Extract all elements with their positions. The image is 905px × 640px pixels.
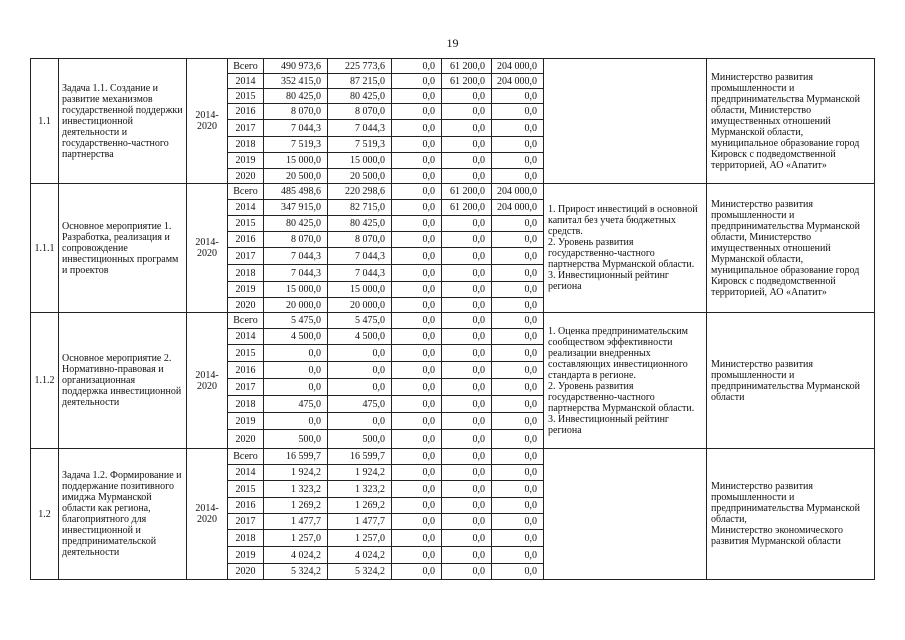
- amount-cell: 0,0: [264, 413, 328, 430]
- year-cell: Всего: [228, 184, 264, 200]
- amount-cell: 7 044,3: [264, 248, 328, 265]
- amount-cell: 0,0: [392, 379, 442, 396]
- amount-cell: 0,0: [492, 248, 544, 265]
- amount-cell: 0,0: [392, 329, 442, 345]
- amount-cell: 0,0: [392, 200, 442, 216]
- amount-cell: 20 500,0: [264, 169, 328, 184]
- block-indicators: [544, 59, 707, 184]
- year-cell: 2020: [228, 169, 264, 184]
- amount-cell: 7 519,3: [328, 137, 392, 153]
- amount-cell: 0,0: [492, 465, 544, 481]
- amount-cell: 16 599,7: [264, 449, 328, 465]
- amount-cell: 0,0: [328, 413, 392, 430]
- block-code: 1.1.2: [31, 313, 59, 449]
- year-cell: 2020: [228, 430, 264, 449]
- amount-cell: 8 070,0: [264, 104, 328, 120]
- amount-cell: 0,0: [392, 59, 442, 74]
- amount-cell: 80 425,0: [264, 89, 328, 104]
- table-row: [31, 59, 875, 74]
- amount-cell: 0,0: [328, 379, 392, 396]
- block-executors: Министерство развития промышленности и предпринимательства Мурманской области, Министерство имущественных отношений Мурманской области, муниципальное образование город Кировск с подведомственной территорией, АО «Апатит»: [707, 184, 875, 313]
- amount-cell: 0,0: [492, 345, 544, 362]
- amount-cell: 0,0: [492, 329, 544, 345]
- amount-cell: 204 000,0: [492, 200, 544, 216]
- amount-cell: 4 024,2: [264, 547, 328, 564]
- amount-cell: 0,0: [442, 120, 492, 137]
- amount-cell: 7 044,3: [264, 265, 328, 282]
- block-executors: Министерство развития промышленности и предпринимательства Мурманской области, Министерство имущественных отношений Мурманской области, муниципальное образование город Кировск с подведомственной территорией, АО «Апатит»: [707, 59, 875, 184]
- amount-cell: 0,0: [442, 379, 492, 396]
- amount-cell: 20 000,0: [328, 298, 392, 313]
- year-cell: 2015: [228, 481, 264, 498]
- year-cell: 2017: [228, 514, 264, 530]
- amount-cell: 0,0: [392, 430, 442, 449]
- amount-cell: 1 477,7: [328, 514, 392, 530]
- block-indicators: 1. Прирост инвестиций в основной капитал без учета бюджетных средств. 2. Уровень развития государственно-частного партнерства Мурманской области. 3. Инвестиционный рейтинг региона: [544, 184, 707, 313]
- year-cell: Всего: [228, 313, 264, 329]
- amount-cell: 0,0: [492, 120, 544, 137]
- amount-cell: 0,0: [264, 379, 328, 396]
- year-cell: Всего: [228, 59, 264, 74]
- amount-cell: 490 973,6: [264, 59, 328, 74]
- amount-cell: 16 599,7: [328, 449, 392, 465]
- amount-cell: 0,0: [492, 137, 544, 153]
- amount-cell: 1 269,2: [328, 498, 392, 514]
- amount-cell: 0,0: [442, 449, 492, 465]
- block-period: 2014-2020: [187, 59, 228, 184]
- amount-cell: 0,0: [392, 498, 442, 514]
- year-cell: 2016: [228, 498, 264, 514]
- year-cell: 2014: [228, 465, 264, 481]
- block-task: Задача 1.1. Создание и развитие механизмов государственной поддержки инвестиционной деятельности и государственно-частного партнерства: [59, 59, 187, 184]
- amount-cell: 15 000,0: [328, 153, 392, 169]
- amount-cell: 87 215,0: [328, 74, 392, 89]
- year-cell: 2015: [228, 345, 264, 362]
- amount-cell: 7 044,3: [264, 120, 328, 137]
- table-row: [31, 184, 875, 200]
- amount-cell: 0,0: [392, 514, 442, 530]
- year-cell: 2019: [228, 282, 264, 298]
- amount-cell: 80 425,0: [264, 216, 328, 232]
- block-period: 2014-2020: [187, 184, 228, 313]
- amount-cell: 220 298,6: [328, 184, 392, 200]
- amount-cell: 0,0: [392, 547, 442, 564]
- amount-cell: 0,0: [392, 104, 442, 120]
- amount-cell: 1 924,2: [264, 465, 328, 481]
- amount-cell: 0,0: [392, 396, 442, 413]
- amount-cell: 0,0: [392, 137, 442, 153]
- amount-cell: 0,0: [442, 514, 492, 530]
- amount-cell: 0,0: [442, 530, 492, 547]
- amount-cell: 1 323,2: [264, 481, 328, 498]
- block-indicators: 1. Оценка предпринимательским сообществом эффективности реализации внедренных составляющих инвестиционного стандарта в регионе. 2. Уровень развития государственно-частного партнерства Мурманской области. 3. Инвестиционный рейтинг региона: [544, 313, 707, 449]
- amount-cell: 0,0: [442, 362, 492, 379]
- amount-cell: 0,0: [442, 481, 492, 498]
- year-cell: 2018: [228, 265, 264, 282]
- amount-cell: 15 000,0: [328, 282, 392, 298]
- amount-cell: 7 519,3: [264, 137, 328, 153]
- block-indicators: [544, 449, 707, 580]
- year-cell: 2019: [228, 547, 264, 564]
- amount-cell: 0,0: [392, 282, 442, 298]
- amount-cell: 0,0: [492, 449, 544, 465]
- amount-cell: 475,0: [328, 396, 392, 413]
- program-table: [30, 58, 875, 580]
- amount-cell: 0,0: [442, 313, 492, 329]
- amount-cell: 0,0: [492, 547, 544, 564]
- amount-cell: 0,0: [392, 120, 442, 137]
- amount-cell: 0,0: [492, 481, 544, 498]
- amount-cell: 0,0: [442, 232, 492, 248]
- block-task: Основное мероприятие 1. Разработка, реализация и сопровождение инвестиционных программ и проектов: [59, 184, 187, 313]
- block-executors: Министерство развития промышленности и предпринимательства Мурманской области: [707, 313, 875, 449]
- year-cell: 2019: [228, 153, 264, 169]
- amount-cell: 20 500,0: [328, 169, 392, 184]
- block-executors: Министерство развития промышленности и предпринимательства Мурманской области, Министерство экономического развития Мурманской области: [707, 449, 875, 580]
- amount-cell: 0,0: [442, 547, 492, 564]
- amount-cell: 8 070,0: [264, 232, 328, 248]
- amount-cell: 0,0: [442, 153, 492, 169]
- amount-cell: 0,0: [442, 564, 492, 580]
- amount-cell: 0,0: [492, 379, 544, 396]
- amount-cell: 0,0: [392, 345, 442, 362]
- year-cell: 2020: [228, 298, 264, 313]
- amount-cell: 7 044,3: [328, 265, 392, 282]
- amount-cell: 0,0: [492, 104, 544, 120]
- amount-cell: 61 200,0: [442, 74, 492, 89]
- amount-cell: 80 425,0: [328, 216, 392, 232]
- year-cell: 2014: [228, 329, 264, 345]
- amount-cell: 0,0: [392, 153, 442, 169]
- amount-cell: 0,0: [442, 465, 492, 481]
- amount-cell: 0,0: [442, 265, 492, 282]
- amount-cell: 0,0: [492, 265, 544, 282]
- amount-cell: 0,0: [492, 169, 544, 184]
- amount-cell: 61 200,0: [442, 59, 492, 74]
- amount-cell: 204 000,0: [492, 59, 544, 74]
- amount-cell: 61 200,0: [442, 184, 492, 200]
- amount-cell: 0,0: [442, 137, 492, 153]
- amount-cell: 0,0: [492, 498, 544, 514]
- amount-cell: 0,0: [492, 564, 544, 580]
- year-cell: 2016: [228, 362, 264, 379]
- amount-cell: 1 257,0: [264, 530, 328, 547]
- amount-cell: 0,0: [328, 362, 392, 379]
- amount-cell: 0,0: [492, 216, 544, 232]
- amount-cell: 0,0: [392, 232, 442, 248]
- amount-cell: 15 000,0: [264, 282, 328, 298]
- amount-cell: 80 425,0: [328, 89, 392, 104]
- amount-cell: 0,0: [492, 298, 544, 313]
- amount-cell: 0,0: [492, 153, 544, 169]
- amount-cell: 0,0: [492, 89, 544, 104]
- amount-cell: 0,0: [492, 514, 544, 530]
- amount-cell: 0,0: [392, 216, 442, 232]
- amount-cell: 4 500,0: [328, 329, 392, 345]
- amount-cell: 0,0: [442, 248, 492, 265]
- amount-cell: 0,0: [442, 89, 492, 104]
- amount-cell: 4 024,2: [328, 547, 392, 564]
- amount-cell: 0,0: [392, 184, 442, 200]
- amount-cell: 0,0: [492, 430, 544, 449]
- amount-cell: 82 715,0: [328, 200, 392, 216]
- amount-cell: 204 000,0: [492, 74, 544, 89]
- amount-cell: 0,0: [442, 104, 492, 120]
- amount-cell: 0,0: [492, 530, 544, 547]
- amount-cell: 1 269,2: [264, 498, 328, 514]
- amount-cell: 0,0: [392, 413, 442, 430]
- block-period: 2014-2020: [187, 449, 228, 580]
- amount-cell: 0,0: [492, 282, 544, 298]
- amount-cell: 0,0: [442, 413, 492, 430]
- amount-cell: 347 915,0: [264, 200, 328, 216]
- amount-cell: 0,0: [442, 345, 492, 362]
- amount-cell: 352 415,0: [264, 74, 328, 89]
- amount-cell: 8 070,0: [328, 232, 392, 248]
- block-task: Задача 1.2. Формирование и поддержание позитивного имиджа Мурманской области как региона, благоприятного для инвестиционной и предпринимательской деятельности: [59, 449, 187, 580]
- amount-cell: 225 773,6: [328, 59, 392, 74]
- amount-cell: 0,0: [442, 298, 492, 313]
- amount-cell: 500,0: [328, 430, 392, 449]
- year-cell: Всего: [228, 449, 264, 465]
- year-cell: 2019: [228, 413, 264, 430]
- amount-cell: 0,0: [492, 362, 544, 379]
- page-number: 19: [446, 36, 459, 50]
- year-cell: 2014: [228, 200, 264, 216]
- year-cell: 2016: [228, 104, 264, 120]
- year-cell: 2020: [228, 564, 264, 580]
- amount-cell: 1 477,7: [264, 514, 328, 530]
- amount-cell: 8 070,0: [328, 104, 392, 120]
- amount-cell: 7 044,3: [328, 120, 392, 137]
- amount-cell: 0,0: [392, 465, 442, 481]
- amount-cell: 5 324,2: [264, 564, 328, 580]
- amount-cell: 1 323,2: [328, 481, 392, 498]
- year-cell: 2014: [228, 74, 264, 89]
- block-code: 1.1.1: [31, 184, 59, 313]
- amount-cell: 4 500,0: [264, 329, 328, 345]
- year-cell: 2018: [228, 396, 264, 413]
- amount-cell: 0,0: [264, 362, 328, 379]
- amount-cell: 0,0: [392, 313, 442, 329]
- amount-cell: 485 498,6: [264, 184, 328, 200]
- amount-cell: 5 324,2: [328, 564, 392, 580]
- amount-cell: 0,0: [492, 396, 544, 413]
- amount-cell: 0,0: [442, 430, 492, 449]
- block-code: 1.2: [31, 449, 59, 580]
- amount-cell: 0,0: [392, 74, 442, 89]
- amount-cell: 0,0: [392, 530, 442, 547]
- amount-cell: 0,0: [492, 413, 544, 430]
- amount-cell: 0,0: [392, 248, 442, 265]
- amount-cell: 500,0: [264, 430, 328, 449]
- year-cell: 2018: [228, 530, 264, 547]
- year-cell: 2017: [228, 120, 264, 137]
- amount-cell: 1 924,2: [328, 465, 392, 481]
- amount-cell: 20 000,0: [264, 298, 328, 313]
- amount-cell: 0,0: [392, 362, 442, 379]
- amount-cell: 0,0: [492, 313, 544, 329]
- amount-cell: 0,0: [442, 282, 492, 298]
- amount-cell: 0,0: [392, 564, 442, 580]
- amount-cell: 0,0: [392, 169, 442, 184]
- year-cell: 2017: [228, 248, 264, 265]
- table-row: [31, 449, 875, 465]
- amount-cell: 0,0: [328, 345, 392, 362]
- table-row: [31, 313, 875, 329]
- amount-cell: 1 257,0: [328, 530, 392, 547]
- amount-cell: 0,0: [392, 298, 442, 313]
- block-task: Основное мероприятие 2. Нормативно-правовая и организационная поддержка инвестиционной деятельности: [59, 313, 187, 449]
- amount-cell: 475,0: [264, 396, 328, 413]
- amount-cell: 7 044,3: [328, 248, 392, 265]
- year-cell: 2018: [228, 137, 264, 153]
- amount-cell: 15 000,0: [264, 153, 328, 169]
- amount-cell: 204 000,0: [492, 184, 544, 200]
- amount-cell: 0,0: [392, 481, 442, 498]
- amount-cell: 0,0: [442, 329, 492, 345]
- amount-cell: 0,0: [392, 449, 442, 465]
- year-cell: 2017: [228, 379, 264, 396]
- year-cell: 2016: [228, 232, 264, 248]
- amount-cell: 0,0: [392, 265, 442, 282]
- amount-cell: 0,0: [492, 232, 544, 248]
- amount-cell: 0,0: [442, 498, 492, 514]
- amount-cell: 5 475,0: [328, 313, 392, 329]
- year-cell: 2015: [228, 216, 264, 232]
- block-period: 2014-2020: [187, 313, 228, 449]
- amount-cell: 0,0: [264, 345, 328, 362]
- block-code: 1.1: [31, 59, 59, 184]
- amount-cell: 0,0: [392, 89, 442, 104]
- amount-cell: 0,0: [442, 169, 492, 184]
- amount-cell: 0,0: [442, 396, 492, 413]
- amount-cell: 61 200,0: [442, 200, 492, 216]
- year-cell: 2015: [228, 89, 264, 104]
- amount-cell: 0,0: [442, 216, 492, 232]
- amount-cell: 5 475,0: [264, 313, 328, 329]
